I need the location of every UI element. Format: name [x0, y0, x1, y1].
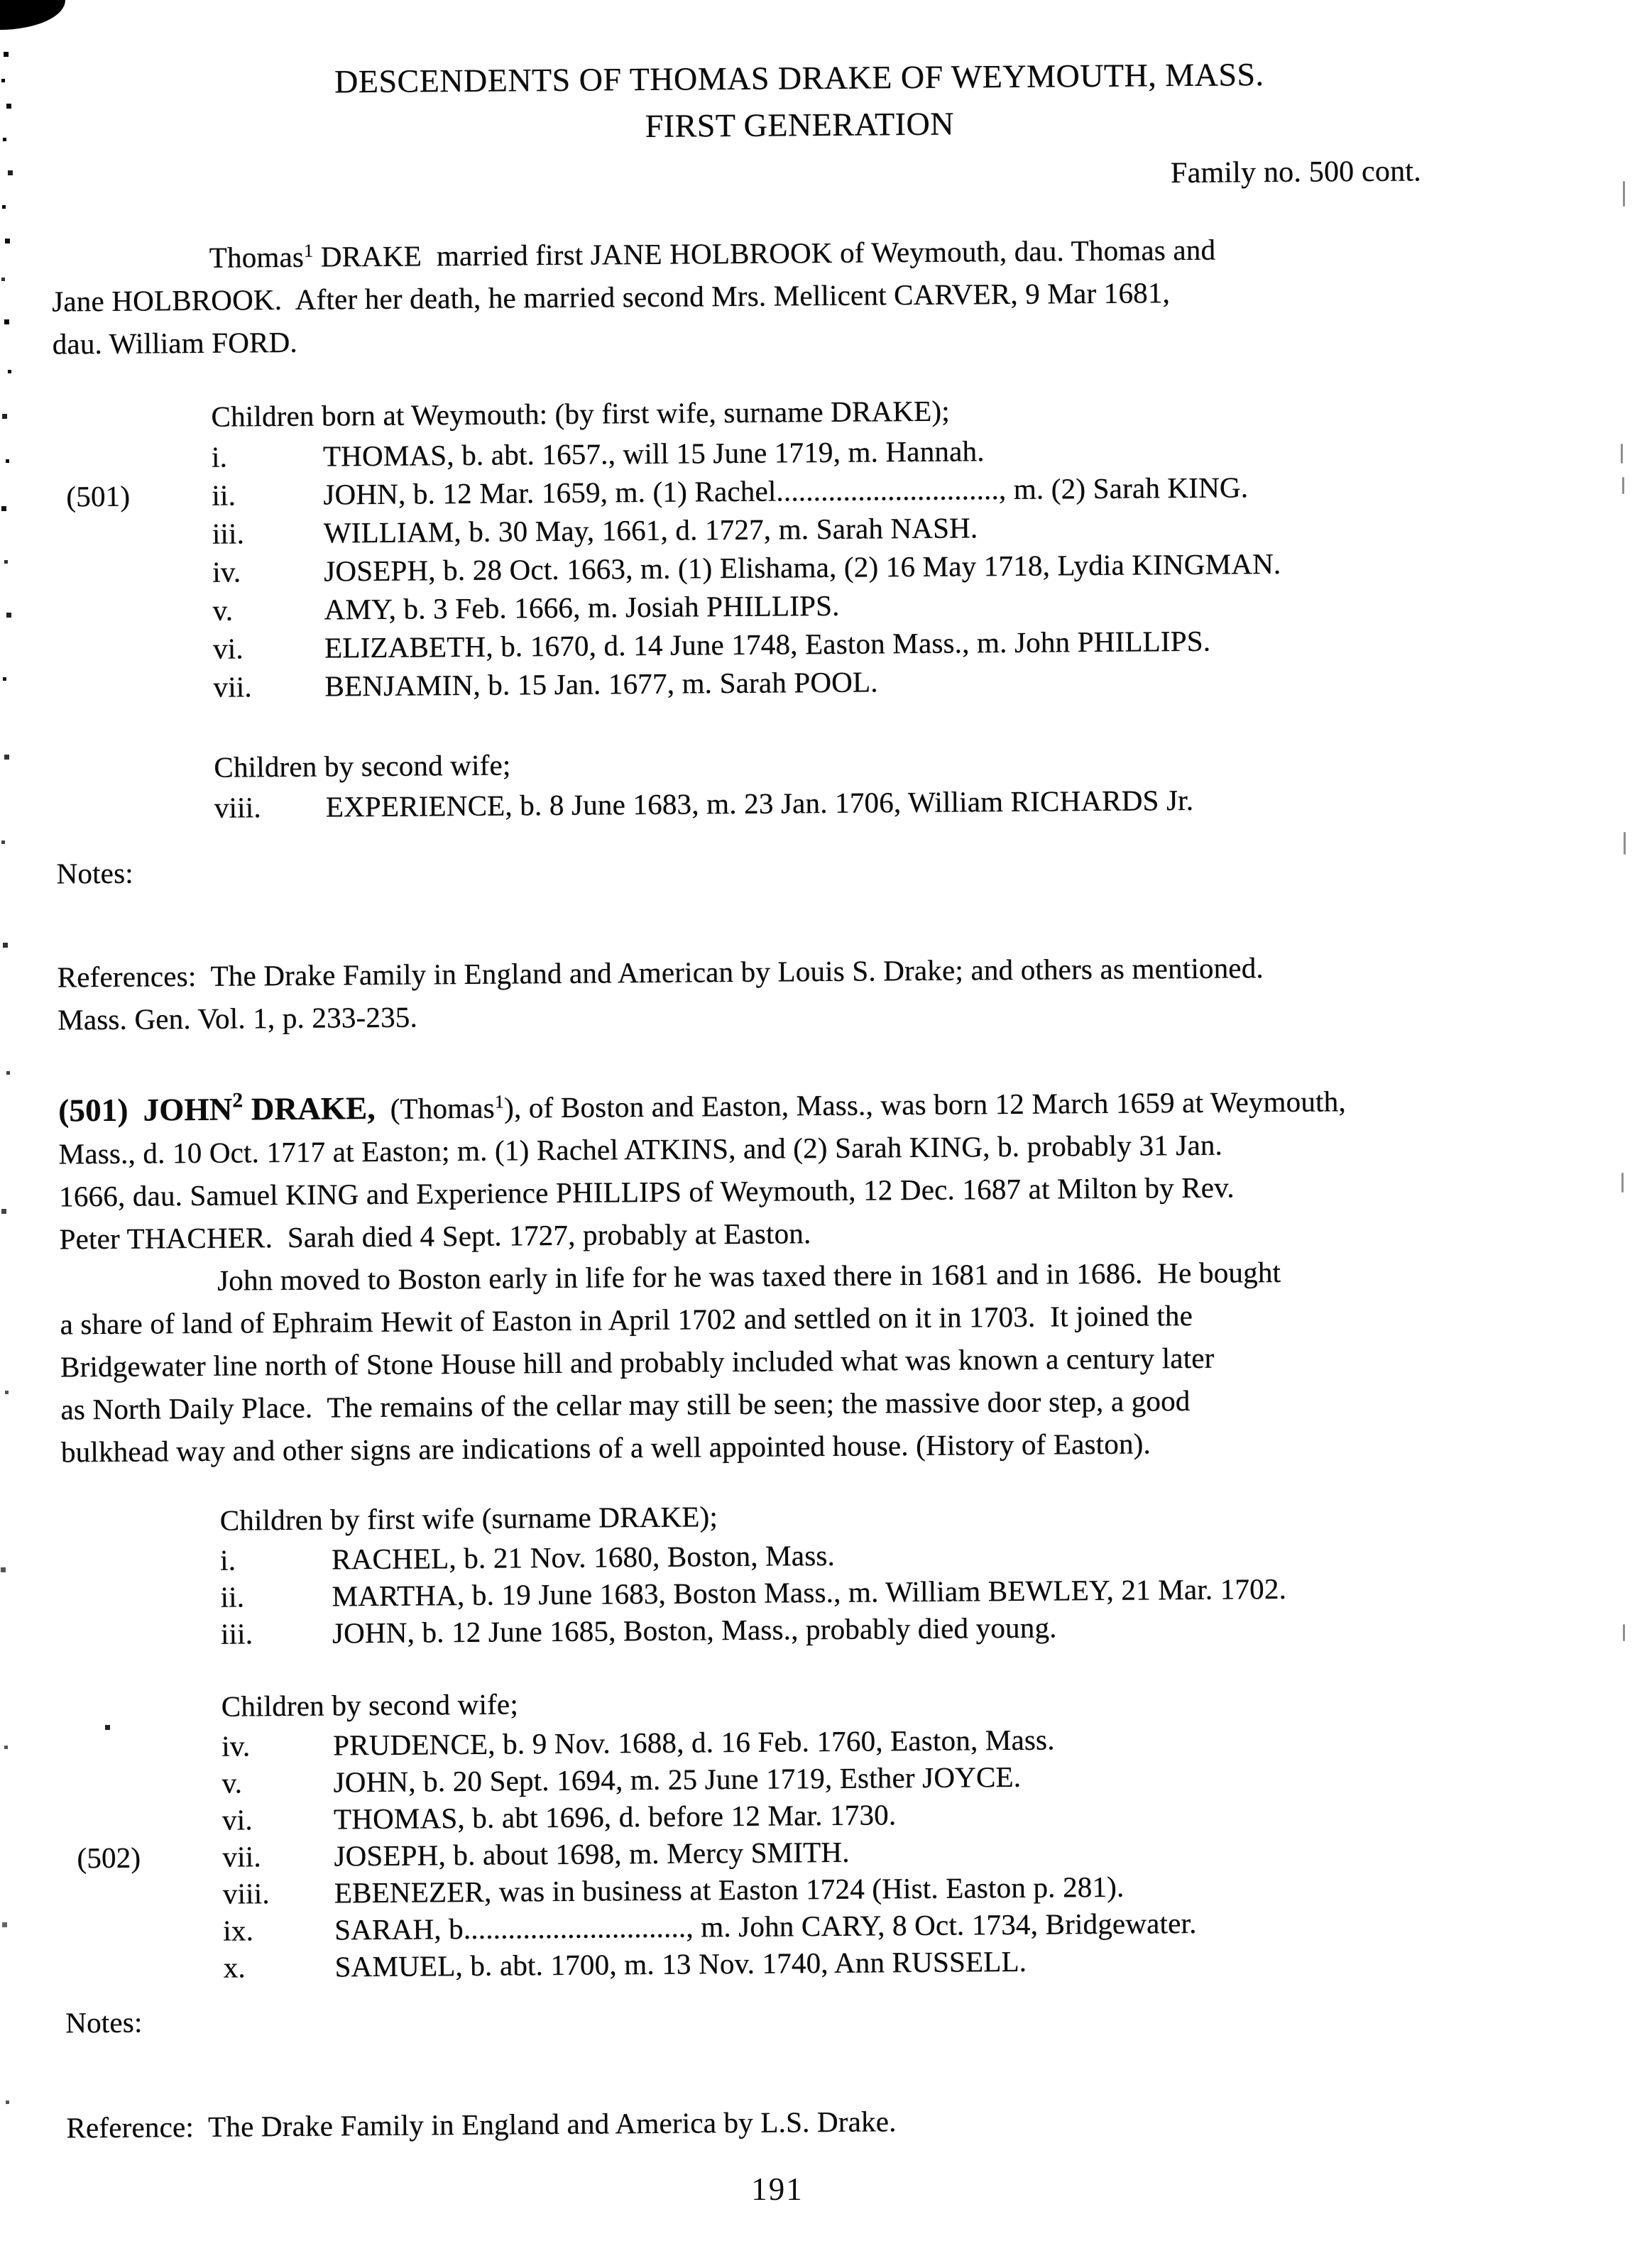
- paragraph-line: Mass., d. 10 Oct. 1717 at Easton; m. (1) Rachel ATKINS, and (2) Sarah KING, b. probably 31 Jan.: [58, 1128, 1223, 1171]
- child-text: JOSEPH, b. about 1698, m. Mercy SMITH.: [334, 1835, 850, 1873]
- paragraph-line: bulkhead way and other signs are indications of a well appointed house. (History of Easton).: [60, 1427, 1151, 1469]
- child-numeral: vi.: [221, 1803, 253, 1836]
- paragraph-line: Jane HOLBROOK. After her death, he married second Mrs. Mellicent CARVER, 9 Mar 1681,: [52, 276, 1171, 318]
- child-numeral: iv.: [221, 1729, 251, 1763]
- child-text: AMY, b. 3 Feb. 1666, m. Josiah PHILLIPS.: [324, 588, 840, 626]
- section-label: Children born at Weymouth: (by first wife, surname DRAKE);: [211, 394, 951, 433]
- children-list: [53, 427, 1553, 708]
- notes-label: Notes:: [56, 856, 134, 890]
- entry-marker: (501): [58, 1092, 128, 1129]
- intro-paragraph: [51, 220, 1550, 366]
- child-numeral: viii.: [222, 1877, 270, 1910]
- child-text: RACHEL, b. 21 Nov. 1680, Boston, Mass.: [332, 1538, 836, 1576]
- john-children-second-wife-section: [63, 1675, 1563, 1988]
- paragraph-line: John moved to Boston early in life for he was taxed there in 1681 and in 1686. He bought: [217, 1255, 1281, 1297]
- child-numeral: i.: [211, 440, 228, 473]
- child-numeral: iii.: [212, 517, 245, 550]
- entry-heading-line: (501) JOHN$^2$ DRAKE, (Thomas$^1$), of Boston and Easton, Mass., was born 12 March 1659 at Weymouth,: [58, 1085, 1346, 1129]
- child-numeral: iv.: [212, 555, 241, 588]
- paragraph-line: as North Daily Place. The remains of the cellar may still be seen; the massive door step, a good: [60, 1384, 1191, 1426]
- paragraph-line: a share of land of Ephraim Hewit of Easton in April 1702 and settled on it in 1703. It joined the: [60, 1298, 1193, 1341]
- paragraph-line: Bridgewater line north of Stone House hill and probably included what was known a century later: [60, 1341, 1215, 1384]
- paragraph-line: dau. William FORD.: [52, 325, 298, 361]
- child-text: BENJAMIN, b. 15 Jan. 1677, m. Sarah POOL.: [324, 665, 878, 703]
- child-numeral: v.: [221, 1766, 243, 1799]
- child-numeral: vii.: [213, 670, 253, 703]
- child-numeral: ii.: [212, 478, 236, 512]
- scan-edge-mark: [1621, 1173, 1624, 1193]
- superscript: 1: [303, 240, 314, 261]
- children-second-wife-section: [55, 735, 1554, 828]
- children-first-wife-section: [53, 385, 1553, 708]
- paragraph-line: 1666, dau. Samuel KING and Experience PHILLIPS of Weymouth, 12 Dec. 1687 at Milton by Rev.: [58, 1171, 1235, 1213]
- child-text: JOSEPH, b. 28 Oct. 1663, m. (1) Elishama, (2) 16 May 1718, Lydia KINGMAN.: [324, 547, 1281, 588]
- paragraph-line: Peter THACHER. Sarah died 4 Sept. 1727, probably at Easton.: [59, 1217, 811, 1256]
- child-text: ELIZABETH, b. 1670, d. 14 June 1748, Easton Mass., m. John PHILLIPS.: [324, 624, 1211, 664]
- child-text: JOHN, b. 20 Sept. 1694, m. 25 June 1719, Esther JOYCE.: [333, 1760, 1022, 1799]
- section-label: Children by first wife (surname DRAKE);: [219, 1500, 718, 1537]
- child-text: THOMAS, b. abt. 1657., will 15 June 1719, m. Hannah.: [322, 434, 985, 473]
- child-text: MARTHA, b. 19 June 1683, Boston Mass., m. William BEWLEY, 21 Mar. 1702.: [332, 1572, 1287, 1613]
- references-paragraph: [58, 944, 1556, 1041]
- child-numeral: ix.: [223, 1914, 254, 1947]
- section-label: Children by second wife;: [221, 1687, 519, 1723]
- child-text: THOMAS, b. abt 1696, d. before 12 Mar. 1730.: [333, 1798, 897, 1836]
- document-subtitle: FIRST GENERATION: [645, 105, 955, 144]
- page-number: 191: [751, 2171, 804, 2207]
- child-text: SARAH, b.............................., m. John CARY, 8 Oct. 1734, Bridgewater.: [334, 1906, 1197, 1946]
- child-numeral: vii.: [222, 1840, 262, 1873]
- child-text: WILLIAM, b. 30 May, 1661, d. 1727, m. Sarah NASH.: [323, 511, 978, 549]
- children-list: [62, 1531, 1560, 1654]
- scan-edge-mark: [1623, 1624, 1625, 1641]
- child-numeral: viii.: [214, 791, 261, 824]
- superscript: 2: [232, 1089, 244, 1112]
- section-label: Children by second wife;: [214, 748, 511, 784]
- scan-edge-mark: [1623, 181, 1625, 207]
- family-marker: (501): [66, 479, 131, 513]
- paragraph-line: Thomas$^1$ DRAKE married first JANE HOLBROOK of Weymouth, dau. Thomas and: [209, 233, 1216, 274]
- family-number: Family no. 500 cont.: [1170, 155, 1422, 190]
- child-numeral: ii.: [220, 1580, 245, 1614]
- child-numeral: i.: [220, 1543, 236, 1577]
- child-numeral: x.: [223, 1951, 246, 1984]
- scan-edge-mark: [1621, 444, 1623, 464]
- child-text: SAMUEL, b. abt. 1700, m. 13 Nov. 1740, Ann RUSSELL.: [334, 1944, 1027, 1983]
- scan-speckle-artifacts: [0, 0, 2, 2]
- notes-label: Notes:: [65, 2005, 143, 2039]
- scan-edge-mark: [1624, 832, 1626, 855]
- child-numeral: vi.: [212, 632, 244, 665]
- reference-line: References: The Drake Family in England and American by Louis S. Drake; and others as mentioned.: [57, 951, 1264, 994]
- child-numeral: v.: [212, 593, 234, 627]
- john-children-first-wife-section: [62, 1489, 1561, 1654]
- reference-line: Reference: The Drake Family in England and America by L.S. Drake.: [66, 2105, 897, 2144]
- child-text: EBENEZER, was in business at Easton 1724 (Hist. Easton p. 281).: [334, 1870, 1125, 1910]
- john-drake-entry: [58, 1069, 1559, 1474]
- child-text: EXPERIENCE, b. 8 June 1683, m. 23 Jan. 1706, William RICHARDS Jr.: [325, 783, 1194, 823]
- superscript: 1: [494, 1091, 505, 1112]
- reference-line: Mass. Gen. Vol. 1, p. 233-235.: [58, 1000, 418, 1036]
- child-text: JOHN, b. 12 Mar. 1659, m. (1) Rachel.............................., m. (2) Sarah KING.: [323, 471, 1249, 511]
- child-numeral: iii.: [220, 1617, 253, 1650]
- child-text: PRUDENCE, b. 9 Nov. 1688, d. 16 Feb. 1760, Easton, Mass.: [333, 1723, 1055, 1762]
- document-title: DESCENDENTS OF THOMAS DRAKE OF WEYMOUTH, MASS.: [334, 56, 1264, 100]
- family-marker: (502): [77, 1841, 141, 1875]
- children-list: [63, 1717, 1563, 1988]
- scan-edge-mark: [1622, 477, 1624, 494]
- child-text: JOHN, b. 12 June 1685, Boston, Mass., probably died young.: [332, 1611, 1057, 1650]
